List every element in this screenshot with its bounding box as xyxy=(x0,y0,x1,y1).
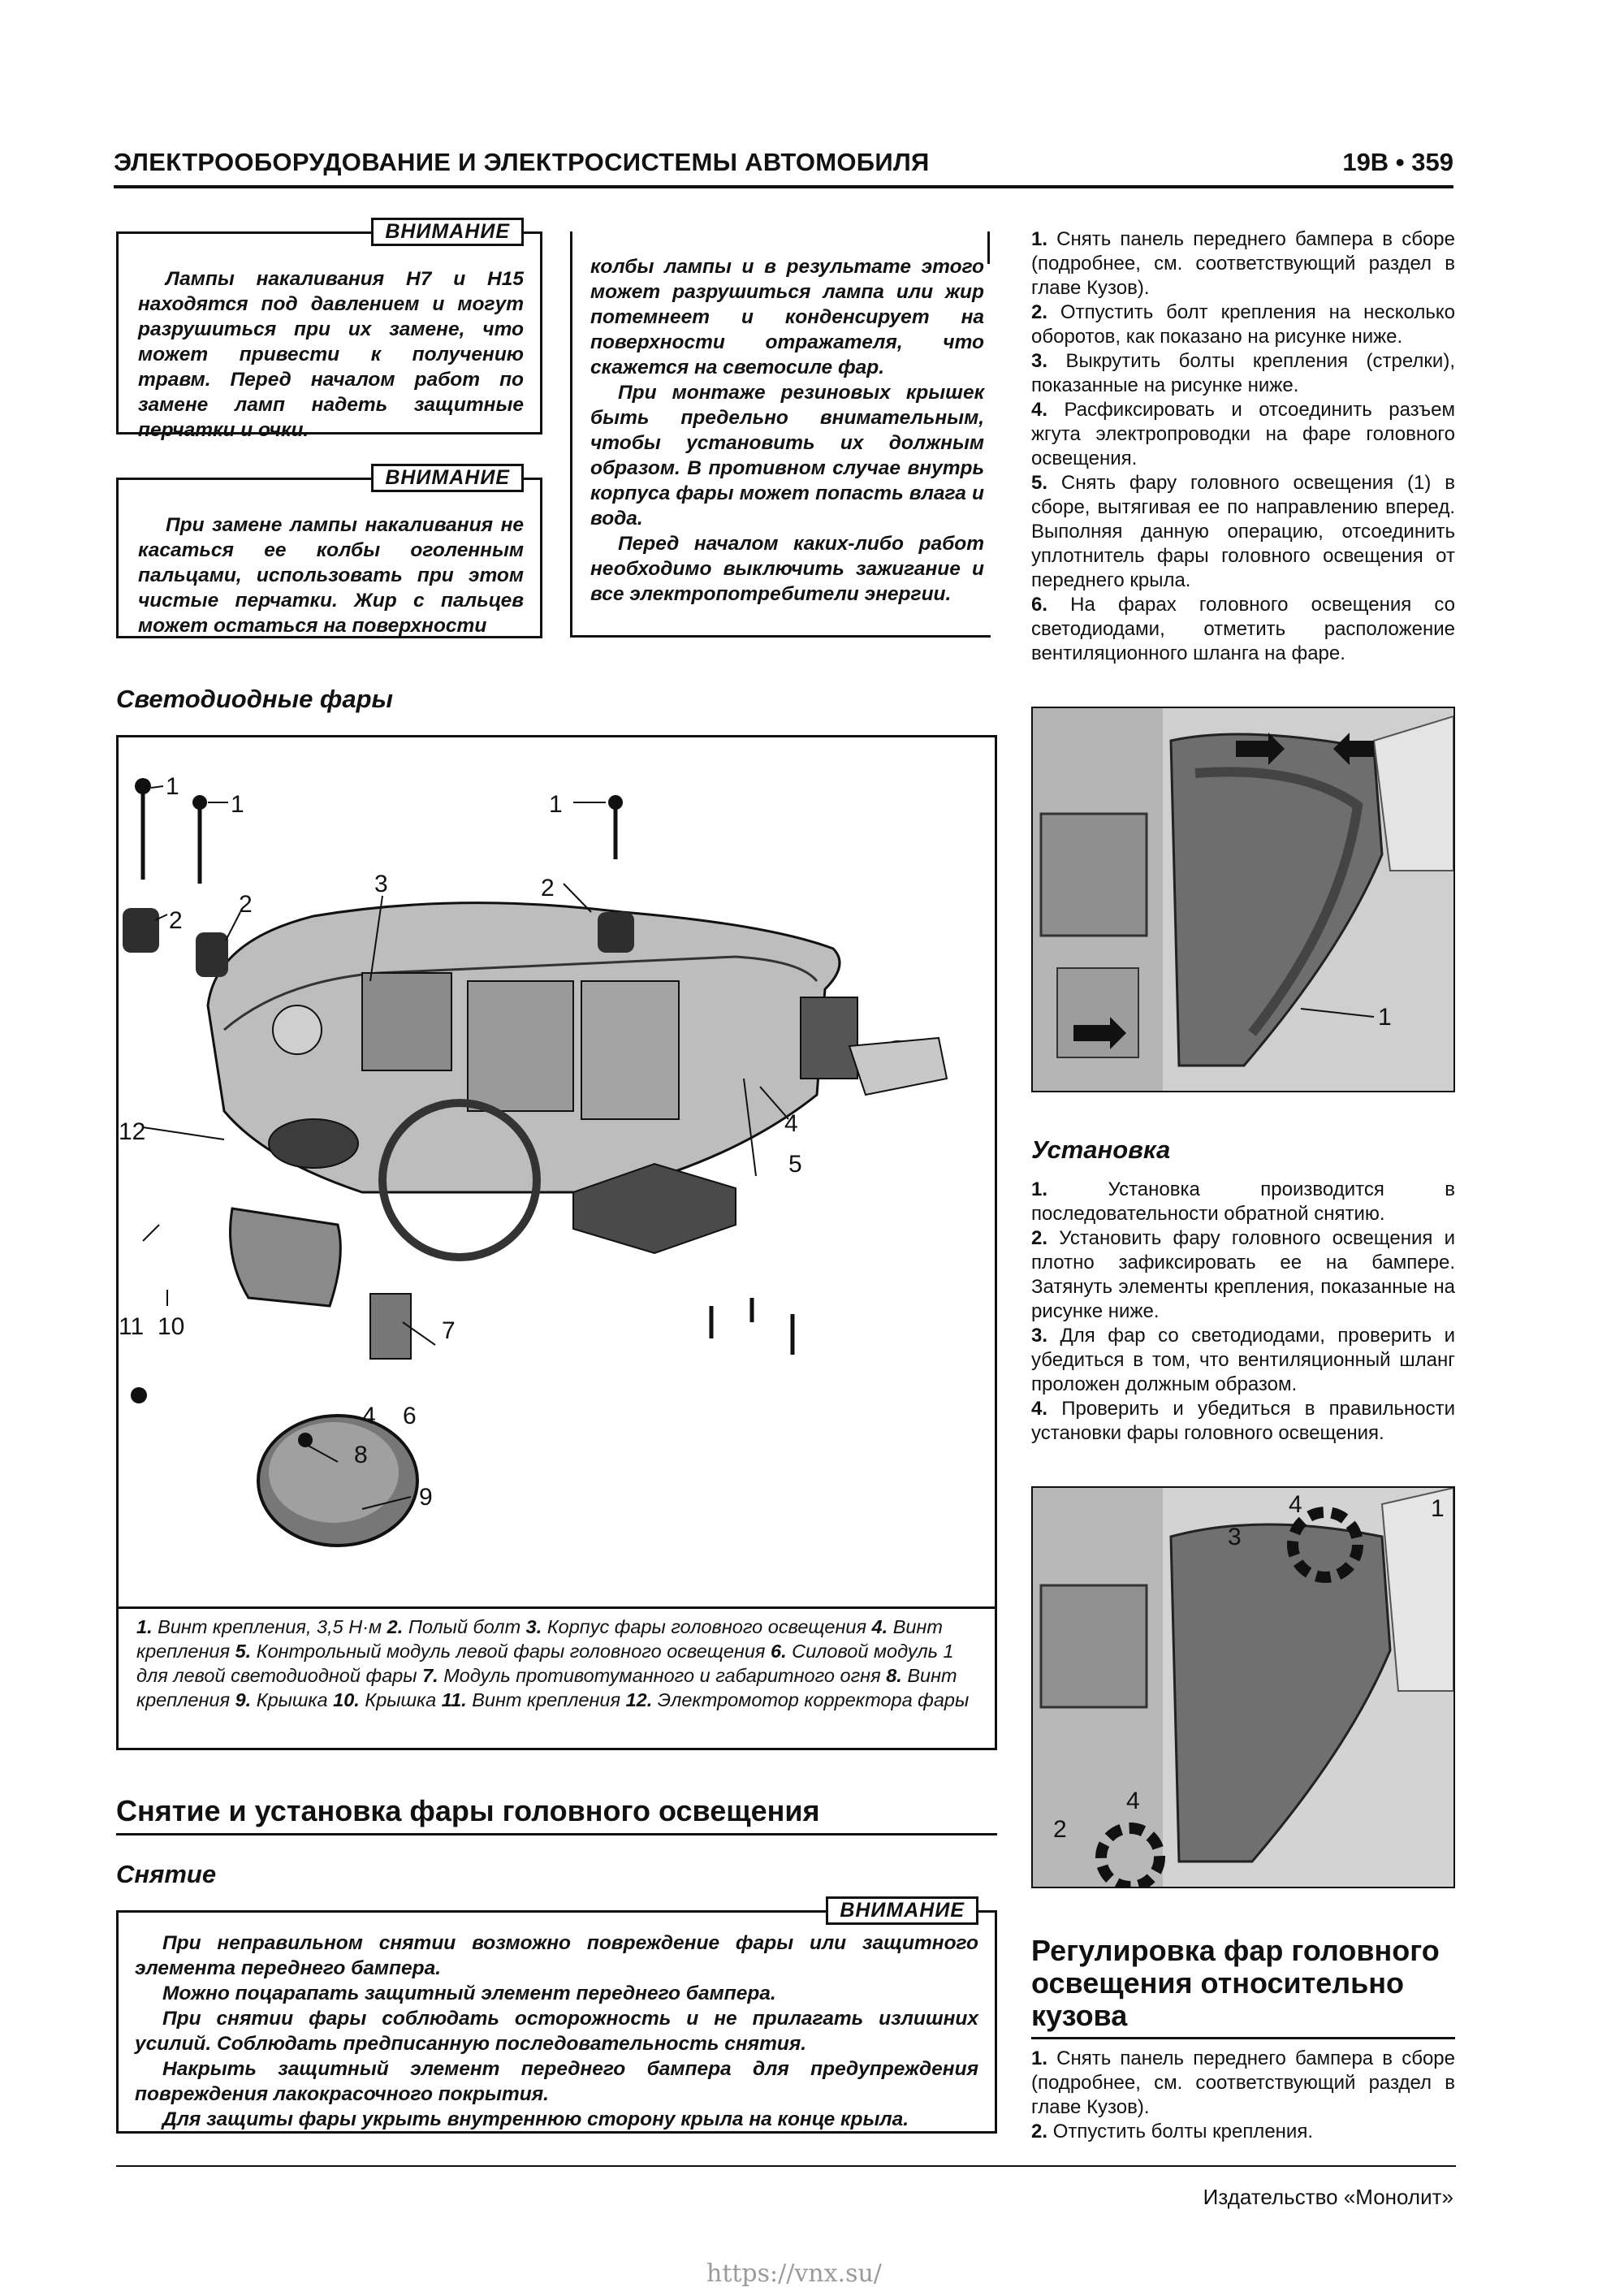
warning-label: ВНИМАНИЕ xyxy=(826,1896,978,1925)
subheading-removal: Снятие xyxy=(116,1860,217,1888)
callout-4: 4 xyxy=(1126,1788,1140,1814)
callout-10: 10 xyxy=(158,1313,185,1340)
callout-3: 3 xyxy=(374,871,388,897)
callout-1: 1 xyxy=(231,791,244,818)
footer-rule xyxy=(116,2165,1456,2167)
hollow-bolt xyxy=(123,908,159,953)
callout-8: 8 xyxy=(354,1442,368,1468)
callout-7: 7 xyxy=(442,1317,456,1344)
warning-text-2: При замене лампы накаливания не касаться ее колбы оголенным пальцами, использовать при этом чистые перчатки. Жир с пальцев может остаться на поверхности xyxy=(138,514,524,637)
led-headlight-figure xyxy=(116,735,997,1750)
section-heading-adjust: Регулировка фар головного освещения относительно кузова xyxy=(1031,1934,1440,2032)
list-item: 1. Установка производится в последовательности обратной снятию. xyxy=(1031,1178,1455,1225)
fog-module xyxy=(370,1294,411,1359)
install-steps-list xyxy=(1031,1178,1455,1446)
list-item: 3. Выкрутить болты крепления (стрелки), показанные на рисунке ниже. xyxy=(1031,350,1455,396)
list-item: 4. Расфиксировать и отсоединить разъем жгута электропроводки на фаре головного освещения. xyxy=(1031,399,1455,469)
warning-text-3: При неправильном снятии возможно повреждение фары или защитного элемента переднего бампера. Можно поцарапать защитный элемент переднего бампера. При снятии фары соблюдать осторожность и не прилагать излишних усилий. Соблюдать предписанную последовательность снятия. Накрыть защитный элемент переднего бампера для предупреждения повреждения лакокрасочного покрытия. Для защиты фары укрыть внутреннюю сторону крыла на конце крыла. xyxy=(135,1932,978,2130)
running-header-title: ЭЛЕКТРООБОРУДОВАНИЕ И ЭЛЕКТРОСИСТЕМЫ АВТОМОБИЛЯ xyxy=(114,148,930,176)
callout-2: 2 xyxy=(541,875,555,902)
hollow-bolt xyxy=(196,932,228,977)
callout-3: 3 xyxy=(1228,1524,1242,1550)
warning-continuation: колбы лампы и в результате этого может разрушиться лампа или жир потемнеет и конденсирует на поверхности отражателя, что скажется на светосиле фар. При монтаже резиновых крышек быть предельно внимательным, чтобы установить их должным образом. В противном случае внутрь корпуса фары может попасть влага и вода. Перед началом каких-либо работ необходимо выключить зажигание и все электропотребители энергии. xyxy=(570,231,991,638)
install-photo xyxy=(1031,1486,1455,1888)
hollow-bolt xyxy=(598,912,634,953)
callout-1: 1 xyxy=(1431,1495,1445,1522)
removal-photo xyxy=(1031,707,1455,1092)
list-item: 4. Проверить и убедиться в правильности установки фары головного освещения. xyxy=(1031,1398,1455,1444)
removal-steps-list xyxy=(1031,227,1455,666)
header-rule xyxy=(114,185,1453,188)
warning-box-2 xyxy=(116,466,542,638)
section-heading-install: Установка xyxy=(1031,1135,1171,1164)
list-item: 6. На фарах головного освещения со светодиодами, отметить расположение вентиляционного шланга на фаре. xyxy=(1031,594,1456,664)
list-item: 3. Для фар со светодиодами, проверить и убедиться в том, что вентиляционный шланг проложен должным образом. xyxy=(1031,1325,1456,1395)
callout-4: 4 xyxy=(362,1403,376,1429)
callout-1: 1 xyxy=(166,773,179,800)
callout-4: 4 xyxy=(1289,1491,1302,1518)
figure-caption: 1. Винт крепления, 3,5 Н·м 2. Полый болт 3. Корпус фары головного освещения 4. Винт крепления 5. Контрольный модуль левой фары головного освещения 6. Силовой модуль 1 для левой светодиодной фары 7. Модуль противотуманного и габаритного огня 8. Винт крепления 9. Крышка 10. Крышка 11. Винт крепления 12. Электромотор корректора фары xyxy=(136,1616,970,1710)
control-module xyxy=(801,997,857,1079)
warning-label: ВНИМАНИЕ xyxy=(371,464,524,492)
section-heading-led: Светодиодные фары xyxy=(116,685,393,713)
list-item: 1. Снять панель переднего бампера в сборе (подробнее, см. соответствующий раздел в главе Кузов). xyxy=(1031,228,1455,299)
cover-10 xyxy=(231,1209,341,1306)
exploded-view-diagram xyxy=(119,737,995,1598)
callout-2: 2 xyxy=(169,907,183,934)
leveling-motor xyxy=(269,1119,358,1168)
callout-1: 1 xyxy=(1378,1004,1392,1031)
callout-5: 5 xyxy=(788,1151,802,1178)
callout-2: 2 xyxy=(1053,1816,1067,1843)
callout-1: 1 xyxy=(549,791,563,818)
warning-label: ВНИМАНИЕ xyxy=(371,218,524,246)
list-item: 2. Установить фару головного освещения и плотно зафиксировать ее на бампере. Затянуть элементы крепления, показанные на рисунке ниже. xyxy=(1031,1227,1456,1322)
callout-2: 2 xyxy=(239,891,253,918)
callout-6: 6 xyxy=(403,1403,417,1429)
section-heading-removal-install: Снятие и установка фары головного освещения xyxy=(116,1794,820,1827)
warning-box-3 xyxy=(116,1899,997,2134)
list-item: 2. Отпустить болт крепления на несколько оборотов, как показано на рисунке ниже. xyxy=(1031,301,1455,348)
warning-box-1 xyxy=(116,220,542,441)
callout-4: 4 xyxy=(784,1110,798,1137)
reflector-block xyxy=(362,973,451,1070)
list-item: 1. Снять панель переднего бампера в сборе (подробнее, см. соответствующий раздел в главе Кузов). xyxy=(1031,2047,1455,2118)
callout-12: 12 xyxy=(119,1118,146,1145)
page-number: 19В • 359 xyxy=(1342,148,1453,176)
publisher-credit: Издательство «Монолит» xyxy=(1203,2185,1453,2209)
callout-11: 11 xyxy=(119,1313,145,1340)
adjust-steps-list xyxy=(1031,2047,1455,2144)
callout-9: 9 xyxy=(419,1484,433,1511)
list-item: 5. Снять фару головного освещения (1) в сборе, вытягивая ее по направлению вперед. Выполняя данную операцию, отсоединить уплотнитель фары головного освещения от переднего крыла. xyxy=(1031,472,1456,591)
warning-text-1: Лампы накаливания H7 и H15 находятся под давлением и могут разрушиться при их замене, что может привести к получению травм. Перед началом работ по замене ламп надеть защитные перчатки и очки. xyxy=(138,268,524,441)
list-item: 2. Отпустить болты крепления. xyxy=(1031,2121,1313,2143)
watermark-url[interactable]: https://vnx.su/ xyxy=(706,2259,882,2288)
